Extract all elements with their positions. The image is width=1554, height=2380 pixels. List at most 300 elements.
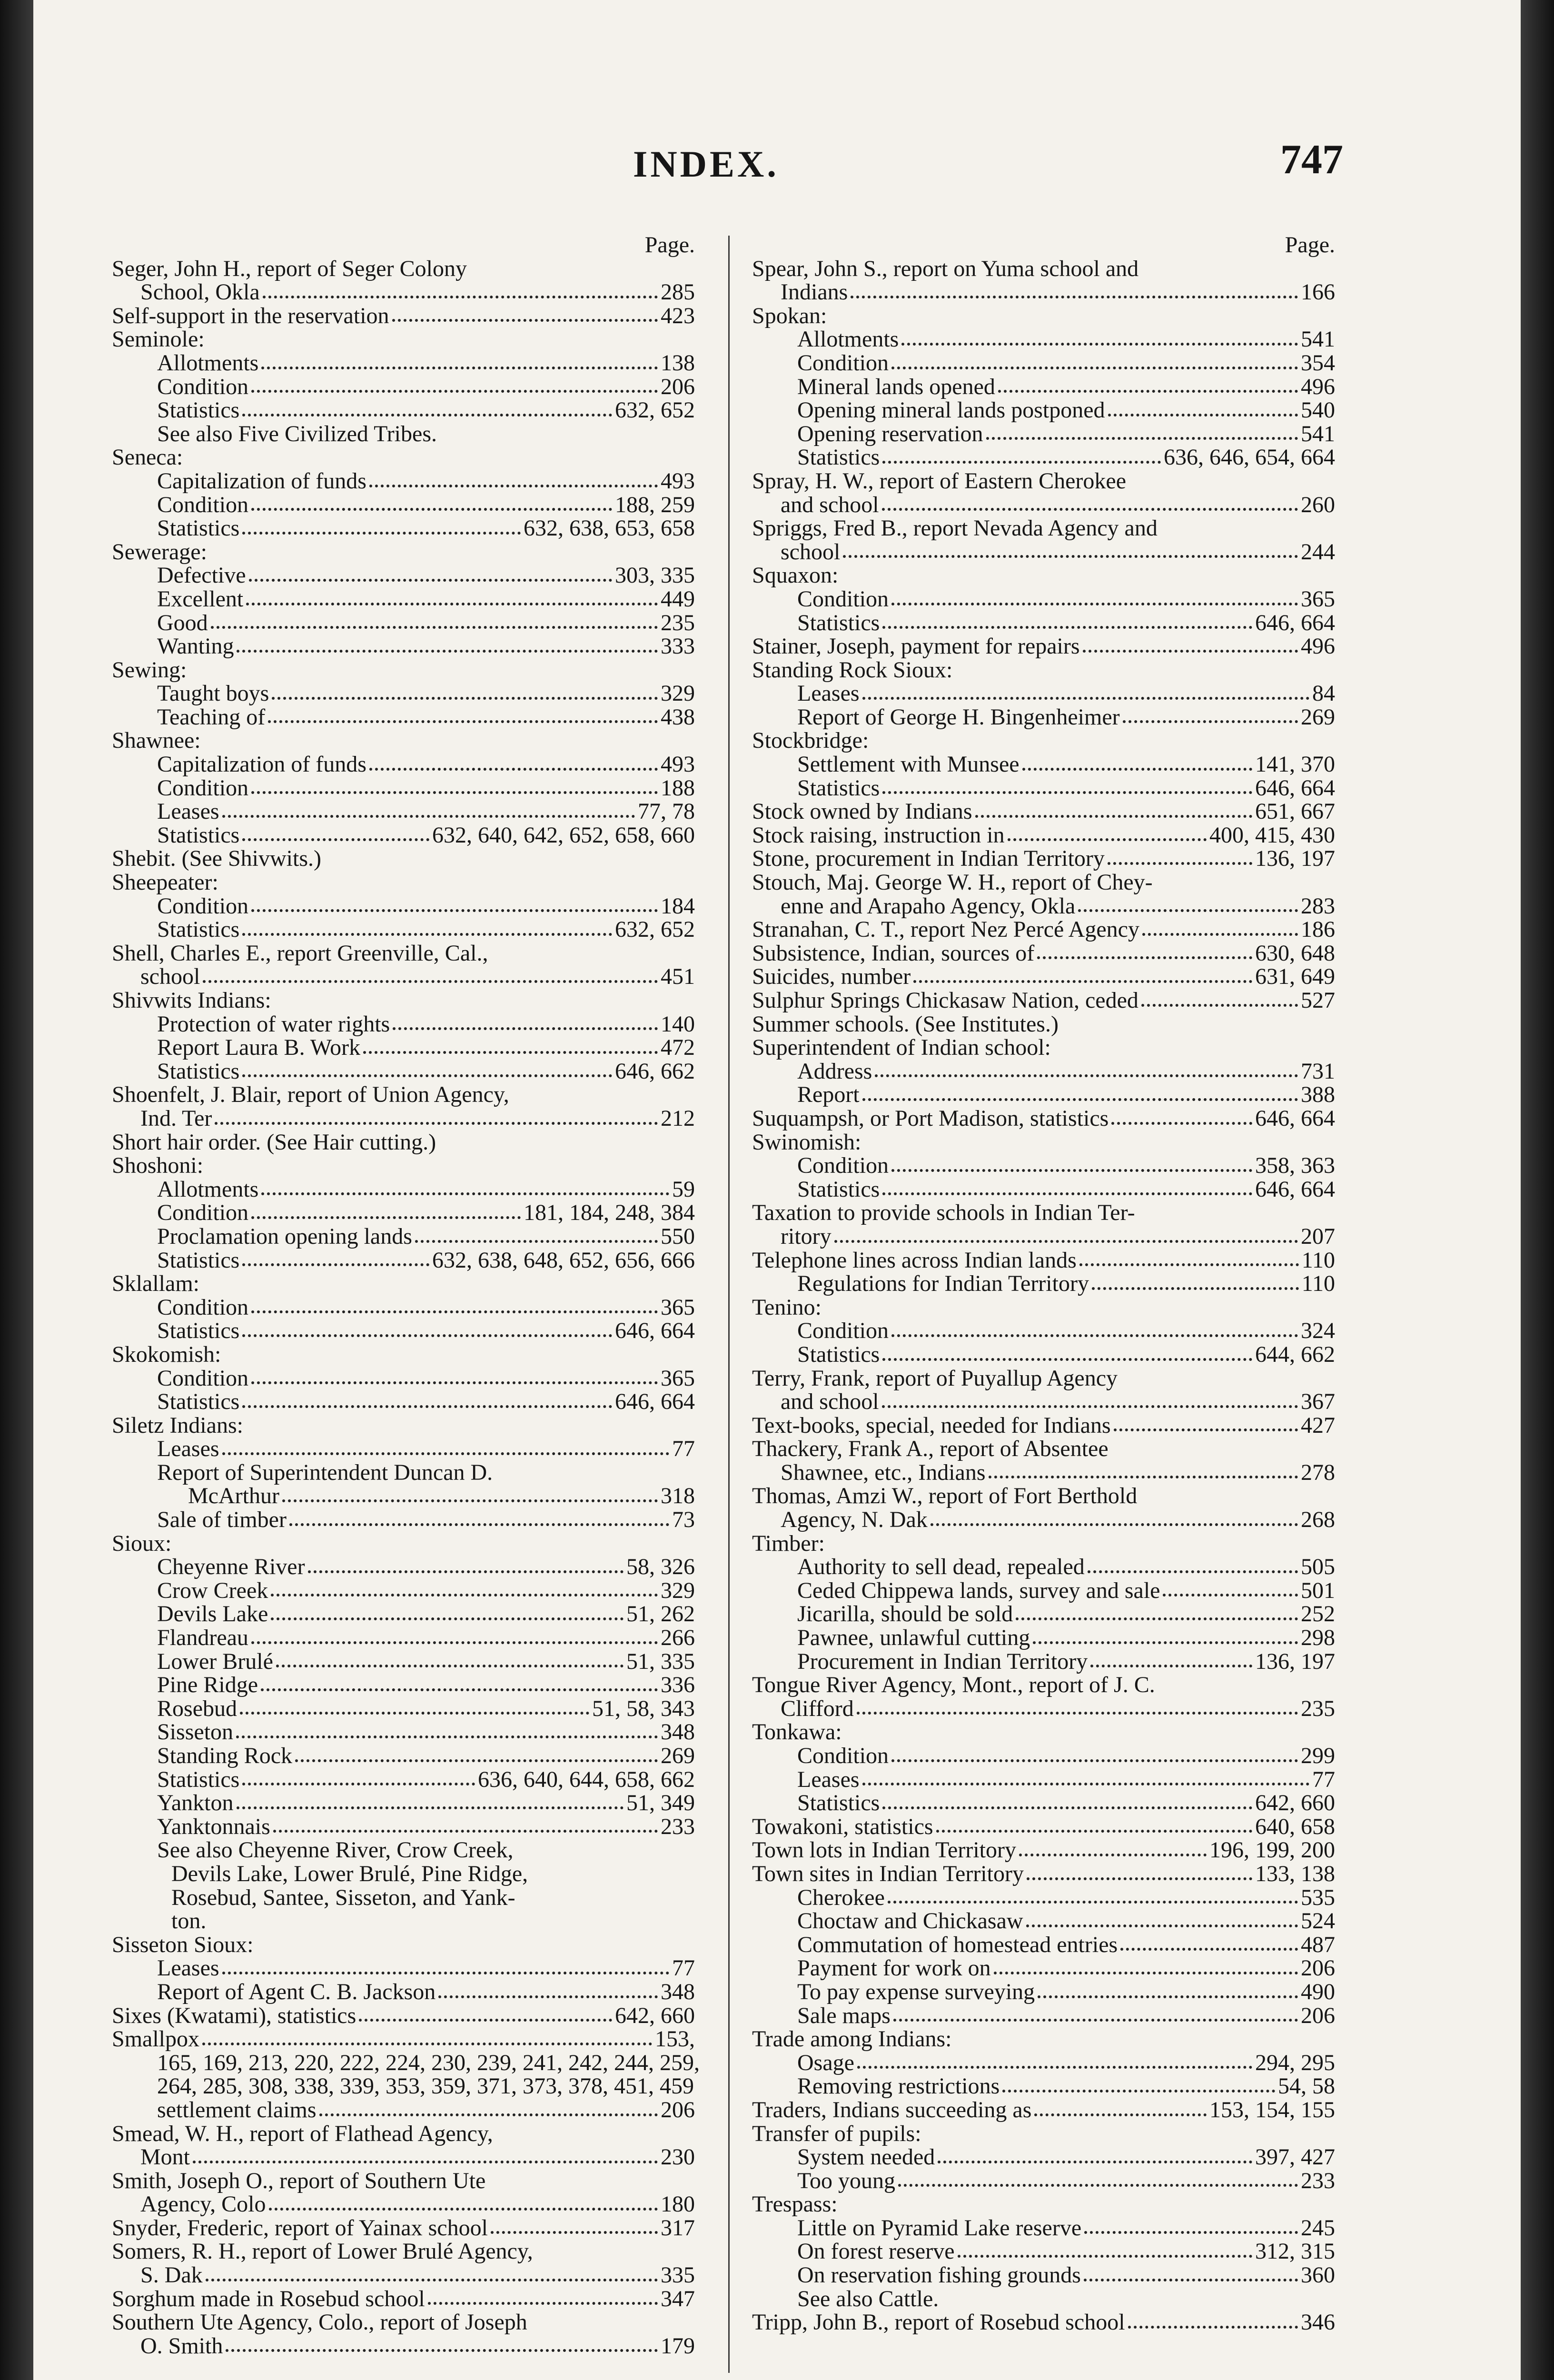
entry-text: Leases (797, 681, 860, 706)
entry-page-numbers: 348 (661, 1979, 695, 2004)
entry-page-numbers: 501 (1301, 1577, 1335, 1603)
index-entry (752, 1390, 1347, 1414)
index-entry (112, 2074, 707, 2098)
entry-text: Shawnee, etc., Indians (781, 1459, 986, 1485)
dot-leader (938, 2161, 1252, 2163)
index-entry (112, 304, 707, 328)
index-entry (752, 1060, 1347, 1083)
index-entry (112, 1532, 707, 1556)
dot-leader (1079, 1263, 1299, 1266)
dot-leader (930, 1523, 1298, 1526)
index-entry (112, 1650, 707, 1674)
entry-text: See also Cattle. (797, 2286, 939, 2311)
entry-page-numbers: 136, 197 (1255, 1648, 1335, 1674)
dot-leader (269, 2208, 658, 2211)
entry-text: On reservation fishing grounds (797, 2262, 1081, 2288)
index-entry (752, 469, 1347, 493)
index-entry (112, 1956, 707, 1980)
index-entry (752, 823, 1347, 847)
index-entry (752, 705, 1347, 729)
entry-page-numbers: 472 (661, 1035, 695, 1061)
entry-text: Statistics (797, 1176, 880, 1202)
index-entry (752, 2240, 1347, 2263)
index-entry (112, 257, 707, 281)
dot-leader (898, 2184, 1298, 2187)
index-entry (752, 1532, 1347, 1556)
dot-leader (251, 909, 658, 912)
index-entry (752, 2192, 1347, 2216)
index-entry (752, 1602, 1347, 1626)
index-entry (112, 729, 707, 753)
index-entry (752, 1886, 1347, 1910)
entry-text: school (140, 964, 200, 990)
dot-leader (226, 2349, 658, 2352)
dot-leader (237, 650, 658, 653)
entry-page-numbers: 642, 660 (1255, 1790, 1335, 1816)
entry-text: Statistics (157, 1318, 240, 1344)
entry-text: Devils Lake, Lower Brulé, Pine Ridge, (171, 1861, 528, 1886)
entry-text: Report of Agent C. B. Jackson (157, 1979, 436, 2004)
index-entry (112, 847, 707, 871)
entry-text: Leases (157, 1436, 219, 1462)
entry-page-numbers: 59 (672, 1176, 695, 1202)
dot-leader (888, 1901, 1298, 1904)
entry-page-numbers: 487 (1301, 1932, 1335, 1957)
index-entry (752, 1579, 1347, 1603)
index-entry (112, 1296, 707, 1319)
entry-text: Report (797, 1082, 860, 1108)
entry-text: McArthur (188, 1483, 279, 1509)
entry-page-numbers: 245 (1301, 2215, 1335, 2241)
entry-text: Statistics (157, 1766, 240, 1792)
entry-page-numbers: 630, 648 (1255, 940, 1335, 966)
entry-page-numbers: 77 (672, 1436, 695, 1462)
entry-page-numbers: 51, 335 (626, 1648, 695, 1674)
entry-text: Towakoni, statistics (752, 1814, 933, 1839)
dot-leader (1114, 1428, 1298, 1431)
index-entry (752, 1650, 1347, 1674)
entry-page-numbers: 58, 326 (626, 1554, 695, 1580)
entry-text: See also Cheyenne River, Crow Creek, (157, 1837, 514, 1863)
entry-text: School, Okla (140, 279, 260, 305)
entry-text: Opening reservation (797, 421, 983, 446)
index-entry (112, 516, 707, 540)
index-entry (112, 894, 707, 918)
dot-leader (319, 2113, 658, 2116)
entry-text: Skokomish: (112, 1341, 221, 1367)
entry-page-numbers: 235 (661, 610, 695, 635)
entry-page-numbers: 367 (1301, 1389, 1335, 1415)
index-entry (752, 1815, 1347, 1839)
entry-text: Statistics (157, 822, 240, 848)
entry-text: Spear, John S., report on Yuma school and (752, 256, 1139, 281)
entry-text: Mont (140, 2144, 190, 2170)
entry-text: Report of George H. Bingenheimer (797, 704, 1120, 730)
entry-text: Shoenfelt, J. Blair, report of Union Agency, (112, 1082, 509, 1108)
dot-leader (392, 319, 658, 322)
index-entry (112, 1461, 707, 1485)
dot-leader (1022, 768, 1252, 771)
entry-page-numbers: 354 (1301, 350, 1335, 376)
entry-text: Standing Rock (157, 1743, 292, 1768)
entry-text: Ind. Ter (140, 1105, 212, 1131)
dot-leader (843, 555, 1298, 558)
entry-text: Stock raising, instruction in (752, 822, 1005, 848)
dot-leader (261, 1688, 658, 1691)
dot-leader (857, 1712, 1298, 1715)
entry-text: Ceded Chippewa lands, survey and sale (797, 1577, 1160, 1603)
dot-leader (1111, 1122, 1252, 1125)
index-entry (112, 493, 707, 517)
scan-edge-right (1521, 0, 1554, 2380)
dot-leader (882, 461, 1161, 464)
entry-page-numbers: 449 (661, 586, 695, 612)
entry-page-numbers: 365 (1301, 586, 1335, 612)
entry-page-numbers: 77, 78 (638, 799, 695, 824)
entry-text: Town lots in Indian Territory (752, 1837, 1016, 1863)
entry-text: Opening mineral lands postponed (797, 397, 1105, 423)
entry-page-numbers: 490 (1301, 1979, 1335, 2004)
dot-leader (242, 1783, 475, 1785)
dot-leader (242, 933, 612, 936)
index-entry (752, 1838, 1347, 1862)
entry-page-numbers: 541 (1301, 421, 1335, 446)
entry-text: Shivwits Indians: (112, 988, 271, 1013)
entry-page-numbers: 505 (1301, 1554, 1335, 1580)
entry-text: Teaching of (157, 704, 266, 730)
dot-leader (857, 2066, 1252, 2069)
entry-page-numbers: 188, 259 (615, 492, 695, 517)
index-entry (112, 1036, 707, 1060)
index-entry (112, 1414, 707, 1438)
index-entry (752, 1130, 1347, 1154)
entry-text: Seger, John H., report of Seger Colony (112, 256, 467, 281)
entry-text: Condition (797, 1153, 889, 1179)
dot-leader (1019, 1854, 1207, 1856)
index-entry (112, 942, 707, 965)
index-entry (752, 1484, 1347, 1508)
index-entry (112, 1720, 707, 1744)
index-entry (752, 1461, 1347, 1485)
entry-page-numbers: 206 (661, 2097, 695, 2122)
index-entry (752, 1933, 1347, 1957)
dot-leader (308, 1570, 624, 1573)
entry-text: Cheyenne River (157, 1554, 305, 1580)
entry-text: Good (157, 610, 208, 635)
dot-leader (1026, 1924, 1298, 1927)
entry-page-numbers: 651, 667 (1255, 799, 1335, 824)
dot-leader (882, 626, 1252, 629)
dot-leader (271, 1594, 658, 1597)
entry-page-numbers: 540 (1301, 397, 1335, 423)
index-entry (112, 1319, 707, 1343)
page-column-label: Page. (1285, 232, 1335, 258)
page-number: 747 (1280, 137, 1343, 183)
entry-page-numbers: 184 (661, 893, 695, 919)
entry-page-numbers: 451 (661, 964, 695, 990)
index-entry (752, 776, 1347, 800)
index-entry (112, 422, 707, 446)
index-entry (112, 823, 707, 847)
entry-text: Excellent (157, 586, 244, 612)
entry-text: Procurement in Indian Territory (797, 1648, 1088, 1674)
index-entry (752, 1697, 1347, 1721)
entry-text: Seneca: (112, 445, 183, 470)
entry-text: Tenino: (752, 1294, 822, 1320)
dot-leader (242, 1334, 612, 1337)
entry-text: Text-books, special, needed for Indians (752, 1412, 1111, 1438)
entry-text: Suicides, number (752, 964, 911, 990)
dot-leader (882, 1192, 1252, 1195)
dot-leader (289, 1523, 669, 1526)
index-entry (752, 2145, 1347, 2169)
entry-page-numbers: 644, 662 (1255, 1341, 1335, 1367)
dot-leader (369, 768, 658, 771)
index-entry (112, 1980, 707, 2004)
index-entry (112, 1154, 707, 1178)
entry-page-numbers: 188 (661, 775, 695, 801)
entry-text: Rosebud (157, 1696, 237, 1721)
dot-leader (1038, 1995, 1298, 1998)
index-entry (752, 1720, 1347, 1744)
entry-text: and school (781, 492, 879, 517)
dot-leader (222, 815, 635, 818)
index-entry (112, 2098, 707, 2122)
index-entry (752, 1272, 1347, 1296)
index-entry (752, 611, 1347, 635)
index-entry (752, 493, 1347, 517)
entry-text: Sioux: (112, 1530, 172, 1556)
index-entry (112, 327, 707, 351)
dot-leader (1084, 2279, 1298, 2281)
entry-text: Condition (797, 1743, 889, 1768)
entry-text: Yankton (157, 1790, 234, 1816)
dot-leader (882, 1806, 1252, 1809)
entry-text: Statistics (157, 1058, 240, 1084)
index-entry (112, 1626, 707, 1650)
entry-page-numbers: 329 (661, 1577, 695, 1603)
index-entry (112, 469, 707, 493)
dot-leader (1002, 2090, 1275, 2092)
dot-leader (1027, 1877, 1252, 1880)
entry-text: Report of Superintendent Duncan D. (157, 1459, 493, 1485)
dot-leader (1141, 1004, 1298, 1007)
index-entry (112, 375, 707, 399)
entry-page-numbers: 329 (661, 681, 695, 706)
entry-text: Pawnee, unlawful cutting (797, 1625, 1030, 1651)
entry-text: Timber: (752, 1530, 825, 1556)
entry-text: Allotments (797, 327, 899, 352)
index-entry (752, 1249, 1347, 1272)
index-entry (112, 2192, 707, 2216)
dot-leader (282, 1499, 658, 1502)
index-entry (112, 989, 707, 1012)
entry-text: Statistics (797, 775, 880, 801)
index-entry (112, 1933, 707, 1957)
dot-leader (875, 1074, 1298, 1077)
entry-text: Thackery, Frank A., report of Absentee (752, 1436, 1109, 1462)
index-entry (112, 1130, 707, 1154)
entry-text: Statistics (797, 610, 880, 635)
entry-text: Agency, Colo (140, 2192, 266, 2217)
entry-text: Jicarilla, should be sold (797, 1601, 1013, 1627)
index-entry (752, 2074, 1347, 2098)
entry-page-numbers: 527 (1301, 988, 1335, 1013)
entry-text: Payment for work on (797, 1955, 991, 1981)
dot-leader (882, 508, 1298, 511)
entry-text: Capitalization of funds (157, 468, 366, 494)
index-entry (752, 753, 1347, 776)
entry-text: Choctaw and Chickasaw (797, 1908, 1023, 1934)
entry-text: Settlement with Munsee (797, 752, 1020, 777)
index-entry (752, 1909, 1347, 1933)
entry-page-numbers: 642, 660 (615, 2003, 695, 2028)
index-entry (752, 2098, 1347, 2122)
index-entry (112, 2216, 707, 2240)
entry-text: ton. (171, 1908, 207, 1934)
index-entry (112, 540, 707, 564)
index-entry (112, 965, 707, 989)
column-divider (728, 236, 730, 2373)
index-entry (752, 1201, 1347, 1225)
entry-text: Condition (797, 586, 889, 612)
entry-page-numbers: 646, 662 (615, 1058, 695, 1084)
dot-leader (438, 1995, 658, 1998)
index-entry (112, 800, 707, 823)
dot-leader (1084, 2231, 1298, 2234)
entry-text: Osage (797, 2050, 854, 2075)
index-entry (112, 2051, 707, 2075)
entry-page-numbers: 632, 638, 648, 652, 656, 666 (432, 1247, 695, 1273)
entry-page-numbers: 365 (661, 1294, 695, 1320)
index-entry (752, 2027, 1347, 2051)
index-entry (752, 540, 1347, 564)
entry-page-numbers: 260 (1301, 492, 1335, 517)
entry-page-numbers: 365 (661, 1365, 695, 1391)
dot-leader (1120, 1948, 1298, 1951)
index-entry (112, 1791, 707, 1815)
index-entry (752, 1956, 1347, 1980)
dot-leader (237, 1806, 624, 1809)
dot-leader (251, 1216, 521, 1219)
index-entry (752, 1862, 1347, 1886)
entry-text: Little on Pyramid Lake reserve (797, 2215, 1082, 2241)
entry-text: Thomas, Amzi W., report of Fort Berthold (752, 1483, 1138, 1509)
entry-text: Siletz Indians: (112, 1412, 243, 1438)
dot-leader (369, 485, 658, 487)
index-entry (752, 1083, 1347, 1107)
index-entry (112, 2240, 707, 2263)
entry-text: Stock owned by Indians (752, 799, 972, 824)
entry-text: System needed (797, 2144, 935, 2170)
entry-page-numbers: 535 (1301, 1884, 1335, 1910)
entry-page-numbers: 110 (1301, 1271, 1335, 1297)
dot-leader (891, 1759, 1298, 1762)
dot-leader (891, 603, 1298, 605)
dot-leader (203, 980, 658, 983)
index-entry (752, 398, 1347, 422)
dot-leader (242, 1405, 612, 1408)
entry-page-numbers: 496 (1301, 634, 1335, 659)
dot-leader (393, 1027, 658, 1030)
entry-text: Sewerage: (112, 539, 207, 565)
dot-leader (958, 2255, 1252, 2258)
entry-page-numbers: 73 (672, 1507, 695, 1533)
entry-page-numbers: 640, 658 (1255, 1814, 1335, 1839)
dot-leader (246, 603, 658, 605)
index-entry (112, 1012, 707, 1036)
index-column-right (752, 233, 1347, 2334)
index-entry (752, 942, 1347, 965)
index-page (33, 0, 1521, 2380)
index-entry (752, 965, 1347, 989)
index-entry (112, 1225, 707, 1249)
index-entry (112, 1555, 707, 1579)
dot-leader (851, 296, 1298, 298)
index-entry (112, 2169, 707, 2193)
entry-text: Sisseton (157, 1719, 234, 1745)
entry-text: Authority to sell dead, repealed (797, 1554, 1085, 1580)
index-entry (112, 2027, 707, 2051)
entry-page-numbers: 731 (1301, 1058, 1335, 1084)
dot-leader (211, 626, 658, 629)
dot-leader (242, 414, 612, 416)
index-entry (112, 1272, 707, 1296)
entry-page-numbers: 233 (1301, 2168, 1335, 2193)
dot-leader (251, 390, 658, 393)
entry-text: Defective (157, 563, 246, 588)
entry-text: Smead, W. H., report of Flathead Agency, (112, 2121, 493, 2146)
entry-page-numbers: 51, 349 (626, 1790, 695, 1816)
dot-leader (1128, 2326, 1298, 2329)
index-entry (112, 2311, 707, 2334)
index-entry (752, 1319, 1347, 1343)
index-entry (112, 1437, 707, 1461)
entry-text: See also Five Civilized Tribes. (157, 421, 437, 446)
index-entry (752, 1508, 1347, 1532)
entry-text: Swinomish: (752, 1129, 861, 1155)
index-entry (112, 1815, 707, 1839)
entry-text: Squaxon: (752, 563, 839, 588)
entry-page-numbers: 541 (1301, 327, 1335, 352)
dot-leader (891, 1169, 1252, 1172)
entry-page-numbers: 646, 664 (615, 1389, 695, 1415)
index-entry (752, 1178, 1347, 1201)
entry-text: Standing Rock Sioux: (752, 657, 953, 683)
dot-leader (273, 1830, 658, 1833)
entry-text: Regulations for Indian Territory (797, 1271, 1089, 1297)
entry-text: Sorghum made in Rosebud school (112, 2286, 425, 2311)
entry-text: and school (781, 1389, 879, 1415)
index-entry (752, 280, 1347, 304)
index-entry (112, 611, 707, 635)
index-entry (752, 351, 1347, 375)
entry-page-numbers: 110 (1301, 1247, 1335, 1273)
entry-text: Cherokee (797, 1884, 885, 1910)
entry-page-numbers: 299 (1301, 1743, 1335, 1768)
index-entry (112, 2263, 707, 2287)
entry-text: Condition (157, 1294, 249, 1320)
entry-text: Sixes (Kwatami), statistics (112, 2003, 356, 2028)
index-entry (752, 1225, 1347, 1249)
index-entry (752, 587, 1347, 611)
entry-page-numbers: 493 (661, 752, 695, 777)
entry-text: Lower Brulé (157, 1648, 273, 1674)
entry-page-numbers: 54, 58 (1278, 2073, 1335, 2099)
index-entry (112, 1768, 707, 1792)
index-entry (752, 1343, 1347, 1367)
entry-text: Snyder, Frederic, report of Yainax school (112, 2215, 488, 2241)
